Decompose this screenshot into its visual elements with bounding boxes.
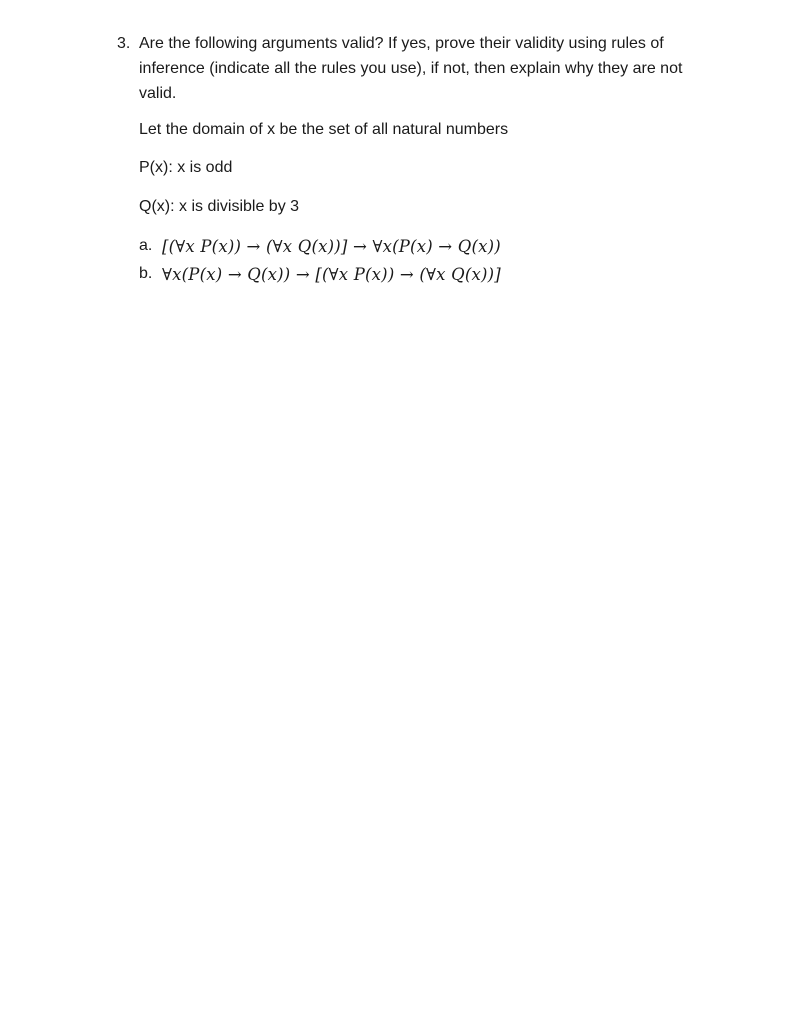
argument-a-formula: [(∀x P(x)) → (∀x Q(x))] → ∀x(P(x) → Q(x))	[162, 236, 501, 256]
argument-b-label: b.	[139, 265, 153, 282]
p-predicate-definition: P(x): x is odd	[139, 159, 233, 176]
argument-a	[139, 233, 501, 259]
argument-b	[139, 261, 501, 287]
question-block	[117, 31, 707, 106]
argument-a-label: a.	[139, 237, 153, 254]
q-predicate-definition: Q(x): x is divisible by 3	[139, 198, 300, 215]
domain-statement: Let the domain of x be the set of all natural numbers	[139, 121, 509, 138]
question-number: 3.	[117, 35, 131, 52]
question-text: Are the following arguments valid? If yes, prove their validity using rules of inference (indicate all the rules you use), if not, then explain why they are not valid.	[139, 35, 683, 102]
argument-b-formula: ∀x(P(x) → Q(x)) → [(∀x P(x)) → (∀x Q(x))]	[162, 264, 501, 284]
